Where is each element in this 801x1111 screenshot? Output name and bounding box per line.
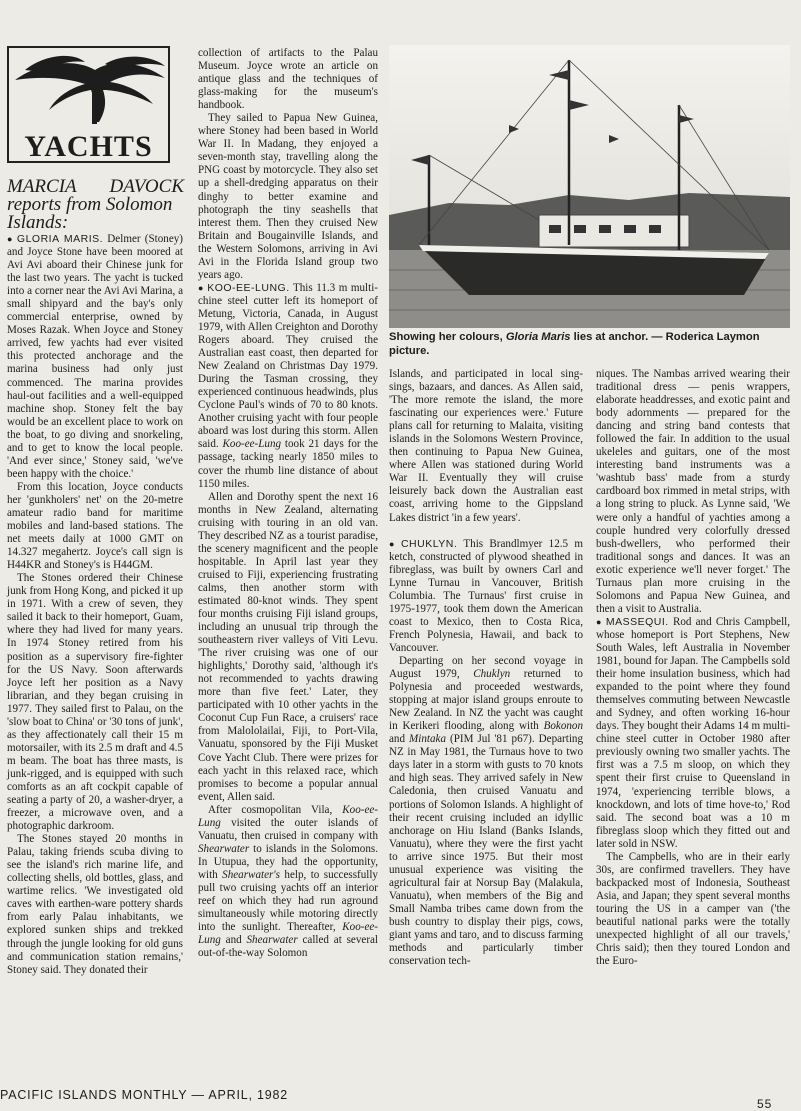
paragraph-text: After cosmopolitan Vila, [208,803,333,816]
paragraph-text: Rod and Chris Campbell, whose homeport is Port Stephens, New South Wales, left Australia in November 1981, bound for Japan. The Campbells sold their home insulation business, which had expanded to the point where they found themselves commuting between Newcastle and Sydney, and often working 16-hour days. They bought their Adams 14 m multi-chine steel cutter in October 1980 after previously owning two smaller yachts. The first was a 7.5 m sloop, on which they spent their first cruise to Queensland in 1974, 'experiencing terrible blows, a knockdown, and lots of time hove-to,' Rod said. The second boat was a 10 m fibreglass sloop which they fitted out and later sold in NSW. [596,615,791,850]
boat-name: KOO-EE-LUNG. [207,281,290,294]
caption-text: lies at anchor. — Roderica Laymon picture. [389,331,760,357]
boat-name: GLORIA MARIS. [16,233,104,245]
boat-name-italic: Mintaka [409,733,447,746]
magazine-footer: PACIFIC ISLANDS MONTHLY — APRIL, 1982 [0,1088,289,1102]
bullet-icon: ● [198,282,205,293]
paragraph [389,655,583,968]
boat-name: MASSEQUI. [605,615,669,628]
byline-first-name: MARCIA [7,176,77,197]
boat-name-italic: Chuklyn [473,668,511,681]
byline-rest: reports from Solomon Islands: [7,194,173,233]
entry-chuklyn [389,538,583,655]
paragraph-text: Delmer (Stoney) and Joyce Stone have been moored at Avi Avi aboard their Chinese junk for the last two years. The yacht is tucked into a corner near the Avi Avi Marina, a small shipyard and the bay's only commercial enterprise, owned by Moses Razak. When Joyce and Stoney arrived, few yachts had ever visited this protected anchorage and the marina business had only just commenced. The marina provides haul-out facilities and a well-equipped machine shop. Stoney felt the bay would be an excellent place to work on the boat, to go diving and snorkeling, and to get to know the local people. 'And ever since,' Stoney said, 'we've been happy with the choice.' [7,233,184,480]
boat-name-italic: Bokonon [543,720,584,733]
boat-name-italic: Shearwater [246,934,298,947]
paragraph-text: help, to successfully pull two cruising yachts off an interior reef on which they had run aground simultaneously while motoring directly into the sunlight. Thereafter, [198,868,378,934]
paragraph-text: to islands in the Solomons. In Utupua, they had the opportunity, with [198,842,378,881]
paragraph-text: called at several out-of-the-way Solomon [198,934,379,960]
column-2 [198,47,378,960]
paragraph-text: (PIM Jul '81 p67). Departing NZ in May 1981, the Turnaus hove to two days later in a storm with gusts to 70 knots and high seas. They arrived safely in New Caledonia, then cruised Vanuatu and portions of Solomon Islands. A highlight of their recent cruising included an idyllic anchorage on Hiu Island (Banks Islands, Vanuatu), where they were the first yacht to arrive since 1975. But their most unusual experience was visiting the agricultural fair at Norsup Bay (Malakula, Vanuatu), when members of the Big and Small Namba tribes came down from the bush country to display their pigs, cows, giant yams and taro, and to discuss farming methods and particularly timber conservation tech- [389,733,583,968]
byline [7,178,184,232]
bullet-icon: ● [596,616,603,627]
entry-gloria-maris [7,233,183,481]
paragraph [198,804,378,961]
boat-name-italic: Shearwater's [222,868,280,881]
yachts-section-logo [7,46,170,163]
page-number: 55 [757,1097,773,1111]
caption-boat-name: Gloria Maris [505,331,571,343]
paragraph-text: returned to Polynesia and proceeded westwards, stopping at major island groups enroute to New Zealand. In NZ the yacht was caught in Kerikeri flooding, along with [389,668,583,733]
paragraph: Islands, and participated in local sing-sings, bazaars, and dances. As Allen said, 'The more remote the island, the more fascinating our experiences were.' Future plans call for returning to Malaita, visiting islands in the Solomons Western Province, then continuing to Papua New Guinea, where Allen was stationed during World War II. Eventually they will cruise leisurely back down the Australian east coast, arriving home to the Gippsland Lakes district 'in a few years'. [389,368,583,524]
paragraph-text: This 11.3 m multi-chine steel cutter left its homeport of Metung, Victoria, Canada, in August 1979, with Allen Creighton and Dorothy Rogers aboard. They cruised the Australian east coast, then departed for New Zealand on Christmas Day 1979. During the Tasman crossing, they experienced continuous headwinds, plus Cyclone Paul's winds of 70 to 80 knots. Another cruising yacht with four people aboard was lost during this storm. Allen said. [198,281,378,451]
paragraph-text: This Brandlmyer 12.5 m ketch, constructed of plywood sheathed in fibreglass, was built by owners Carl and Lynne Turnau in Vancouver, British Columbia. The Turnaus' first cruise in 1975-1977, took them down the American coast to Mexico, then to Costa Rica, French Polynesia, Hawaii, and back to Vancouver. [389,537,583,654]
paragraph: From this location, Joyce conducts her 'gunkholers' net' on the 20-metre amateur radio band for maritime mobiles and land-based stations. The net meets daily at 1000 GMT on 14.327 megahertz. Joyce's call sign is H44KR and Stoney's is H44GM. [7,480,183,572]
boat-name-italic: Koo-ee-Lung [222,438,282,451]
caption-text: Showing her colours, [389,331,503,343]
section-title: YACHTS [24,130,153,163]
boat-name-italic: Koo-ee-Lung [198,803,378,829]
photo-caption [389,331,790,358]
paragraph-text: and [389,733,406,746]
paragraph: The Stones ordered their Chinese junk from Hong Kong, and picked it up in 1971. With a crew of seven, they sailed it back to their homeport, Guam, where they had lived for many years. In 1974 Stoney retired from his position as a supervisory fire-fighter for the US Navy. Soon afterwards Joyce left her position as a Navy librarian, and they began cruising in 1977. They sailed first to Palau, on the 'slow boat to China' or '30 tons of junk', as they affectionately call their 15 m motorsailer, with its 2.5 m draft and 4.5 m beam. The boat has three masts, is junk-rigged, and is equipped with such comforts as an aft cockpit capable of seating a party of 20, a washer-dryer, a freezer, a microwave oven, and a photographic darkroom. [7,572,183,833]
column-3 [389,368,583,968]
paragraph: The Campbells, who are in their early 30s, are confirmed travellers. They have backpacked most of Indonesia, Southeast Asia, and Japan; they spent several months touring the US in a camper van ('the beautiful national parks were the totally unexpected highlight of all our travels,' Chris said); then they toured London and the Euro- [596,850,790,968]
entry-massequi [596,616,790,851]
paragraph: collection of artifacts to the Palau Museum. Joyce wrote an article on antique glass and the techniques of glass-making for the museum's handbook. [198,47,378,112]
palm-trees-icon [15,52,165,127]
paragraph-text: Departing on her second voyage in August 1979, [389,654,583,681]
column-4 [596,368,790,968]
column-1 [7,233,183,977]
boat-name-italic: Shearwater [198,842,250,855]
paragraph-text: visited the outer islands of Vanuatu, then cruised in company with [198,816,378,842]
paragraph: The Stones stayed 20 months in Palau, taking friends scuba diving to see the island's rich marine life, and collecting shells, old bottles, glass, and wartime relics. 'We investigated old caves with earthen-ware pottery shards from early Palau inhabitants, we explored sunken ships and trekked through the jungle looking for old guns and communication station remains,' Stoney said. They donated their [7,833,183,976]
paragraph-text: and [225,934,242,947]
yacht-photo [389,45,790,328]
bullet-icon: ● [389,538,398,549]
boat-name-italic: Koo-ee-Lung [198,921,378,947]
boat-name: CHUKLYN. [400,537,458,550]
paragraph: They sailed to Papua New Guinea, where Stoney had been based in World War II. In Madang, they enjoyed a seven-month stay, travelling along the PNG coast by motorcycle. They also set up a shell-dredging apparatus on their dinghy to better examine and photograph the tiny seashells that interest them. Then they cruised New Britain and Bougainville Islands, and the Western Solomons, arriving in Avi Avi in the Florida Island group two years ago. [198,112,378,281]
paragraph: niques. The Nambas arrived wearing their traditional dress — penis wrappers, elaborate headdresses, and exotic paint and body adornments — prepared for the dancing and string band contests that followed the fair. In addition to the usual ukeleles and guitars, one of the most interesting band instruments was a 'washtub bass' made from a sturdy cardboard box rimmed in metal strips, with a long string to pluck. As Lynne said, 'We were only a handful of yachties among a couple hundred very colorfully dressed bush-dwellers, who performed their traditional songs and dances. It was an exotic experience we'll never forget.' The Turnaus plan more cruising in the Solomons and Papua New Guinea, and then a visit to Australia. [596,368,790,615]
byline-last-name: DAVOCK [109,176,184,197]
bullet-icon: ● [7,234,14,244]
paragraph-text: took 21 days for the passage, tacking nearly 1850 miles to cover the rhumb line distance of about 1150 miles. [198,438,378,490]
entry-koo-ee-lung [198,282,378,491]
paragraph: Allen and Dorothy spent the next 16 months in New Zealand, alternating cruising with touring in an old van. They described NZ as a tourist paradise, the scenery magnificent and the people hospitable. In April last year they cruised to Fiji, experiencing frustrating calms, then another storm with estimated 80-knot winds. They spent four months cruising Fiji island groups, including an unusual trip through the southeastern river valleys of Viti Levu. 'The river cruising was one of our highlights,' Dorothy said, 'although it's not recommended to yachts drawing more than five feet.' Later, they participated with 10 other yachts in the Coconut Cup Fun Race, a cruisers' race from Malololailai, Fiji, to Port-Vila, Vanuatu, sponsored by the Fiji Musket Cove Yacht Club. There were prizes for each yacht in this relaxed race, which promises to become a popular annual event, Allen said. [198,490,378,803]
